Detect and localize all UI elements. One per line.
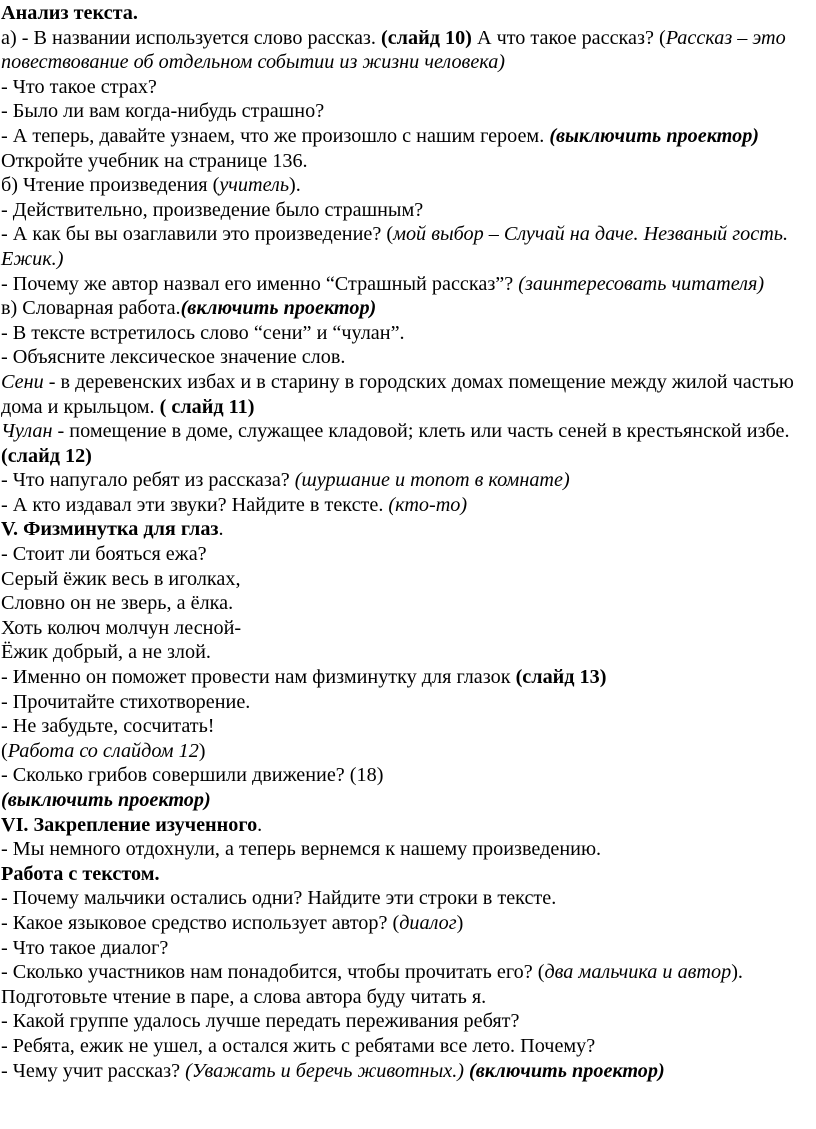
text-run: Работа со слайдом 12: [7, 739, 199, 762]
text-run: диалог: [399, 911, 457, 934]
text-paragraph: [1, 272, 808, 297]
text-run: Откройте учебник на странице 136.: [1, 149, 308, 172]
text-run: - Сколько грибов совершили движение? (18): [1, 764, 384, 787]
text-run: - В тексте встретилось слово “сени” и “чулан”.: [1, 321, 405, 344]
text-run: - Было ли вам когда-нибудь страшно?: [1, 100, 325, 123]
text-run: .: [257, 813, 263, 836]
text-run: - Сколько участников нам понадобится, чтобы прочитать его? (: [1, 961, 545, 984]
text-run: Серый ёжик весь в иголках,: [1, 567, 241, 590]
text-run: - Прочитайте стихотворение.: [1, 690, 251, 713]
text-run: - в деревенских избах и в старину в городских домах помещение между жилой частью дома и крыльцом.: [1, 370, 794, 418]
text-run: - Объясните лексическое значение слов.: [1, 346, 346, 369]
text-run: А что такое рассказ? (: [471, 26, 666, 49]
text-run: Работа с текстом.: [1, 862, 160, 885]
text-run: (выключить проектор): [549, 124, 760, 147]
text-paragraph: [1, 813, 808, 838]
text-run: (слайд 13): [515, 666, 607, 689]
text-run: Сени: [1, 370, 44, 393]
text-run: Ёжик добрый, а не злой.: [1, 641, 211, 664]
text-paragraph: [1, 124, 808, 173]
text-paragraph: [1, 419, 808, 468]
text-run: (: [1, 739, 8, 762]
text-run: - Какое языковое средство использует автор? (: [1, 911, 400, 934]
text-run: - Какой группе удалось лучше передать переживания ребят?: [1, 1010, 520, 1033]
text-paragraph: [1, 296, 808, 321]
text-run: б) Чтение произведения (: [1, 174, 220, 197]
text-run: (слайд 12): [1, 444, 92, 467]
text-run: а) - В названии используется слово рассказ.: [1, 26, 381, 49]
text-paragraph: [1, 788, 808, 813]
text-paragraph: [1, 493, 808, 518]
text-paragraph: [1, 1009, 808, 1034]
text-paragraph: [1, 345, 808, 370]
text-paragraph: [1, 665, 808, 690]
text-paragraph: [1, 739, 808, 764]
text-paragraph: [1, 321, 808, 346]
text-paragraph: [1, 714, 808, 739]
text-paragraph: [1, 640, 808, 665]
text-paragraph: [1, 985, 808, 1010]
text-run: Рассказ – это повествование об отдельном событии из жизни человека): [1, 26, 786, 74]
text-run: два мальчика и автор: [544, 961, 732, 984]
text-paragraph: [1, 616, 808, 641]
text-run: V. Физминутка для глаз: [1, 518, 219, 541]
text-run: (шуршание и топот в комнате): [294, 469, 570, 492]
text-run: - Что такое страх?: [1, 75, 157, 98]
text-run: .: [218, 518, 224, 541]
text-run: - Стоит ли бояться ежа?: [1, 543, 207, 566]
text-paragraph: [1, 763, 808, 788]
text-paragraph: [1, 837, 808, 862]
text-run: - Почему мальчики остались одни? Найдите эти строки в тексте.: [1, 887, 557, 910]
text-run: Анализ текста.: [1, 2, 138, 24]
text-run: - А теперь, давайте узнаем, что же произошло с нашим героем.: [1, 124, 550, 147]
text-paragraph: [1, 1034, 808, 1059]
text-run: - Что напугало ребят из рассказа?: [1, 469, 295, 492]
text-paragraph: [1, 936, 808, 961]
text-run: - А кто издавал эти звуки? Найдите в тексте.: [1, 493, 389, 516]
text-paragraph: [1, 517, 808, 542]
text-paragraph: [1, 26, 808, 75]
text-run: (выключить проектор): [1, 789, 211, 811]
text-run: учитель: [219, 174, 290, 197]
text-run: - А как бы вы озаглавили это произведение? (: [1, 223, 394, 246]
text-run: Подготовьте чтение в паре, а слова автора буду читать я.: [1, 985, 487, 1008]
text-run: (заинтересовать читателя): [518, 272, 765, 295]
text-run: - Действительно, произведение было страшным?: [1, 198, 424, 221]
text-run: - Мы немного отдохнули, а теперь вернемся к нашему произведению.: [1, 838, 602, 861]
text-paragraph: [1, 198, 808, 223]
text-paragraph: [1, 542, 808, 567]
text-paragraph: [1, 886, 808, 911]
text-run: Словно он не зверь, а ёлка.: [1, 592, 234, 615]
text-run: (Уважать и беречь животных.): [185, 1059, 464, 1082]
text-paragraph: [1, 960, 808, 985]
text-run: - Ребята, ежик не ушел, а остался жить с ребятами все лето. Почему?: [1, 1034, 596, 1057]
text-paragraph: [1, 862, 808, 887]
text-paragraph: [1, 75, 808, 100]
text-run: (включить проектор): [469, 1059, 665, 1082]
text-run: - Не забудьте, сосчитать!: [1, 715, 215, 738]
text-run: ( слайд 11): [159, 395, 255, 418]
text-run: (слайд 10): [380, 26, 472, 49]
text-paragraph: [1, 690, 808, 715]
text-run: - помещение в доме, служащее кладовой; клеть или часть сеней в крестьянской избе.: [52, 420, 790, 443]
text-paragraph: [1, 370, 808, 419]
text-paragraph: [1, 173, 808, 198]
text-run: в) Словарная работа.: [1, 297, 181, 320]
text-run: - Что такое диалог?: [1, 936, 169, 959]
text-paragraph: [1, 99, 808, 124]
text-run: (включить проектор): [180, 297, 377, 320]
text-run: VI. Закрепление изученного: [1, 813, 258, 836]
text-run: ).: [289, 174, 301, 197]
text-run: (кто-то): [388, 493, 468, 516]
text-run: - Почему же автор назвал его именно “Страшный рассказ”?: [1, 272, 519, 295]
text-run: ).: [731, 961, 743, 984]
text-paragraph: [1, 222, 808, 271]
text-run: Хоть колюч молчун лесной-: [1, 616, 242, 639]
text-paragraph: [1, 911, 808, 936]
text-paragraph: [1, 567, 808, 592]
text-run: - Именно он поможет провести нам физминутку для глазок: [1, 666, 516, 689]
text-run: ): [456, 911, 464, 934]
text-run: ): [198, 739, 206, 762]
text-run: Чулан: [1, 420, 53, 443]
text-run: - Чему учит рассказ?: [1, 1059, 186, 1082]
text-paragraph: [1, 1059, 808, 1084]
text-paragraph: [1, 1, 808, 26]
text-paragraph: [1, 591, 808, 616]
text-paragraph: [1, 468, 808, 493]
text-run: мой выбор – Случай на даче. Незваный гость. Ежик.): [1, 223, 789, 270]
